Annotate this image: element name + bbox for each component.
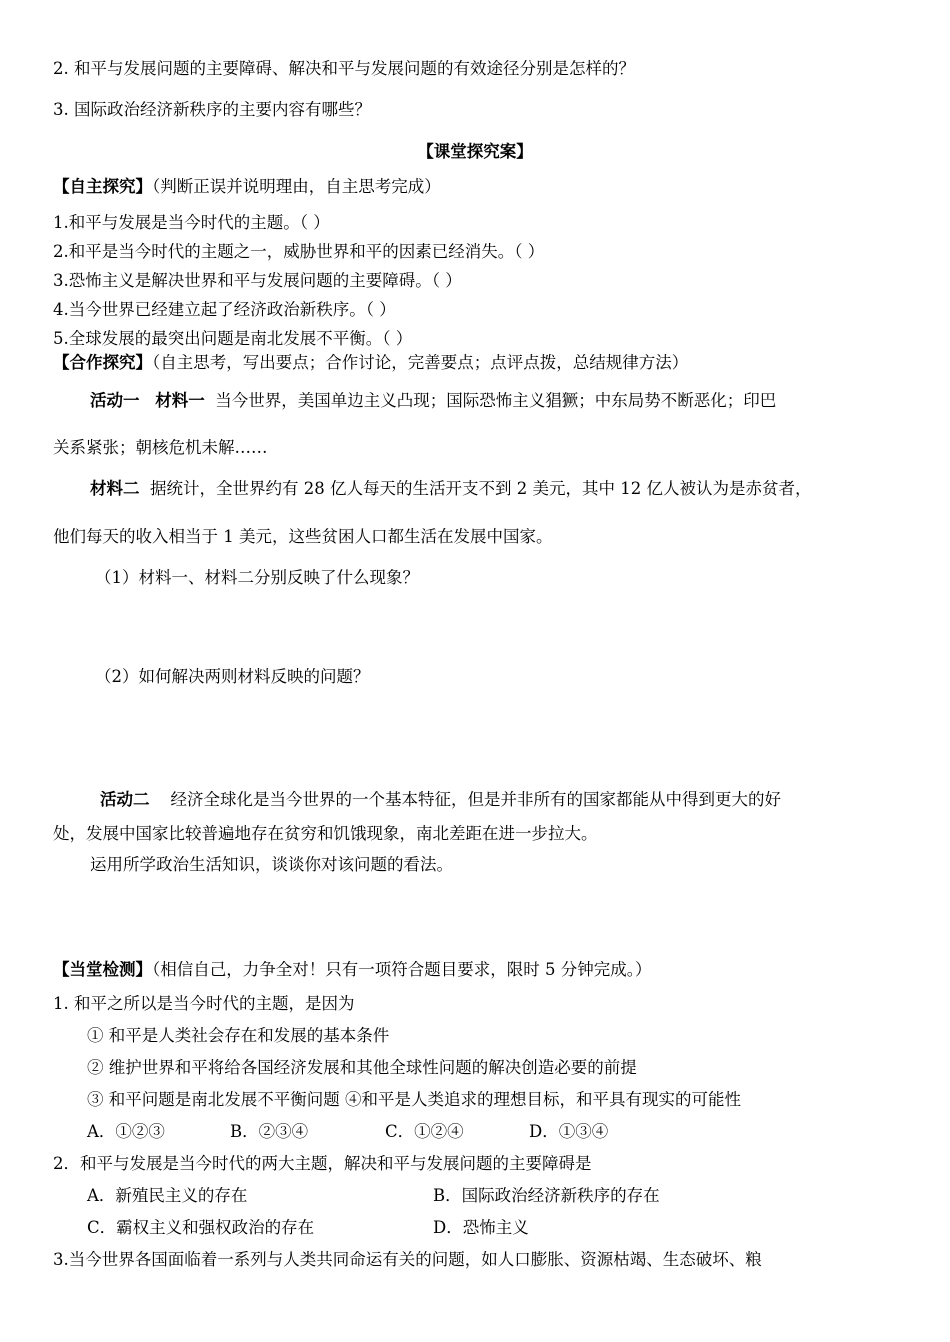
coop-study-header [53, 352, 688, 374]
coop-study-heading: 【合作探究】 [53, 353, 152, 372]
judgement-item-1: 1.和平与发展是当今时代的主题。（ ） [53, 213, 330, 232]
test-q2-stem: 2．和平与发展是当今时代的两大主题，解决和平与发展问题的主要障碍是 [53, 1154, 592, 1173]
material-2-text-cont: 他们每天的收入相当于 1 美元，这些贫困人口都生活在发展中国家。 [53, 527, 553, 546]
judgement-item-2: 2.和平是当今时代的主题之一，威胁世界和平的因素已经消失。（ ） [53, 242, 545, 261]
judgement-item-4: 4.当今世界已经建立起了经济政治新秩序。（ ） [53, 300, 396, 319]
test-note: （相信自己，力争全对！只有一项符合题目要求，限时 5 分钟完成。） [152, 960, 652, 979]
activity-1-label: 活动一 [90, 391, 140, 410]
material-2-text: 据统计，全世界约有 28 亿人每天的生活开支不到 2 美元，其中 12 亿人被认为是赤贫者， [150, 479, 812, 498]
material-2-label: 材料二 [90, 479, 140, 498]
test-q2-option-c[interactable]: C．霸权主义和强权政治的存在 [87, 1218, 315, 1237]
self-study-note: （判断正误并说明理由，自主思考完成） [152, 177, 441, 196]
activity-2-line-1 [100, 789, 781, 811]
self-study-header [53, 176, 441, 198]
preview-question-2: 2. 和平与发展问题的主要障碍、解决和平与发展问题的有效途径分别是怎样的？ [53, 59, 635, 78]
activity-2-text: 经济全球化是当今世界的一个基本特征，但是并非所有的国家都能从中得到更大的好 [170, 790, 781, 809]
test-header [53, 959, 652, 981]
activity-2-task: 运用所学政治生活知识，谈谈你对该问题的看法。 [90, 855, 453, 874]
test-q1-option-a[interactable]: A．①②③ [87, 1122, 165, 1141]
test-q2-option-a[interactable]: A．新殖民主义的存在 [87, 1186, 248, 1205]
section-title: 【课堂探究案】 [417, 142, 533, 161]
test-q1-statement-1: ① 和平是人类社会存在和发展的基本条件 [87, 1026, 390, 1045]
test-q1-option-c[interactable]: C．①②④ [385, 1122, 464, 1141]
coop-study-note: （自主思考，写出要点；合作讨论，完善要点；点评点拨，总结规律方法） [152, 353, 689, 372]
activity-2-label: 活动二 [100, 790, 150, 809]
material-1-text-cont: 关系紧张；朝核危机未解…… [53, 438, 268, 457]
test-q1-statement-2: ② 维护世界和平将给各国经济发展和其他全球性问题的解决创造必要的前提 [87, 1058, 637, 1077]
activity-1-material-2 [90, 478, 811, 500]
test-q1-option-b[interactable]: B．②③④ [230, 1122, 309, 1141]
test-q1-statement-3: ③ 和平问题是南北发展不平衡问题 ④和平是人类追求的理想目标，和平具有现实的可能性 [87, 1090, 741, 1109]
activity-2-line-2: 处，发展中国家比较普遍地存在贫穷和饥饿现象，南北差距在进一步拉大。 [53, 824, 598, 843]
test-q2-option-b[interactable]: B．国际政治经济新秩序的存在 [433, 1186, 660, 1205]
preview-question-3: 3. 国际政治经济新秩序的主要内容有哪些？ [53, 100, 371, 119]
material-1-text: 当今世界，美国单边主义凸现；国际恐怖主义猖獗；中东局势不断恶化；印巴 [215, 391, 777, 410]
test-q1-stem: 1. 和平之所以是当今时代的主题，是因为 [53, 994, 355, 1013]
test-q3-stem: 3.当今世界各国面临着一系列与人类共同命运有关的问题，如人口膨胀、资源枯竭、生态破坏、粮 [53, 1250, 762, 1269]
activity-1-question-1: （1）材料一、材料二分别反映了什么现象？ [95, 568, 419, 587]
test-q1-option-d[interactable]: D．①③④ [529, 1122, 609, 1141]
judgement-item-3: 3.恐怖主义是解决世界和平与发展问题的主要障碍。（ ） [53, 271, 462, 290]
self-study-heading: 【自主探究】 [53, 177, 152, 196]
test-q2-option-d[interactable]: D．恐怖主义 [433, 1218, 529, 1237]
material-1-label: 材料一 [155, 391, 205, 410]
judgement-item-5: 5.全球发展的最突出问题是南北发展不平衡。（ ） [53, 329, 413, 348]
activity-1-question-2: （2）如何解决两则材料反映的问题？ [95, 667, 370, 686]
test-heading: 【当堂检测】 [53, 960, 152, 979]
activity-1-material-1 [90, 390, 776, 412]
